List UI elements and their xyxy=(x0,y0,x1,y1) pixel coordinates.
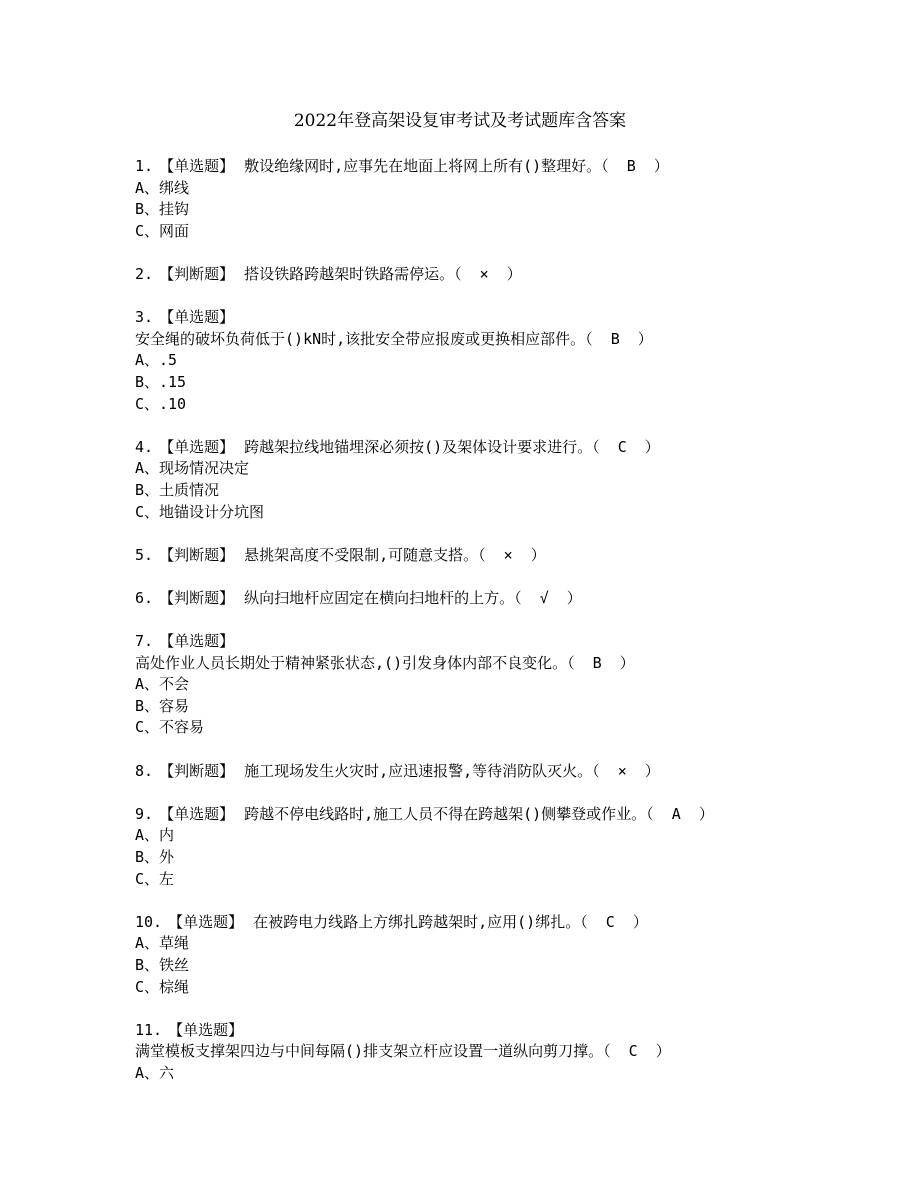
option-text: 绑线 xyxy=(159,178,190,197)
answer-option xyxy=(135,674,875,696)
question-block xyxy=(135,307,875,415)
option-text: 棕绳 xyxy=(159,977,190,996)
option-label: A、 xyxy=(135,459,160,478)
question-text: 敷设绝缘网时,应事先在地面上将网上所有()整理好。（ B ） xyxy=(244,157,669,175)
question-text: 高处作业人员长期处于精神紧张状态,()引发身体内部不良变化。（ B ） xyxy=(135,653,635,672)
answer-option xyxy=(135,394,875,416)
question-text: 安全绳的破坏负荷低于()kN时,该批安全带应报废或更换相应部件。（ B ） xyxy=(135,329,653,348)
question-text-line xyxy=(135,653,875,675)
option-text: 网面 xyxy=(159,221,190,240)
question-block xyxy=(135,631,875,739)
answer-option xyxy=(135,825,875,847)
option-label: B、 xyxy=(135,955,160,974)
answer-option xyxy=(135,178,875,200)
question-header xyxy=(135,264,875,286)
question-text: 搭设铁路跨越架时铁路需停运。（ × ） xyxy=(244,264,522,283)
option-text: 外 xyxy=(159,848,175,866)
question-number: 4. xyxy=(135,437,154,456)
question-text-line xyxy=(135,1041,875,1063)
question-header xyxy=(135,804,875,826)
option-text: 容易 xyxy=(159,696,190,715)
question-type: 【判断题】 xyxy=(159,761,235,780)
question-text: 在被跨电力线路上方绑扎跨越架时,应用()绑扎。（ C ） xyxy=(253,912,648,931)
question-block xyxy=(135,761,875,783)
question-type: 【单选题】 xyxy=(168,1020,244,1039)
question-header xyxy=(135,1020,875,1042)
option-text: 六 xyxy=(159,1063,175,1082)
question-number: 7. xyxy=(135,632,154,651)
option-label: A、 xyxy=(135,934,160,953)
question-type: 【单选题】 xyxy=(168,912,244,931)
answer-option xyxy=(135,717,875,739)
option-label: C、 xyxy=(135,394,160,413)
answer-option xyxy=(135,458,875,480)
option-text: 不会 xyxy=(159,675,190,694)
question-header xyxy=(135,761,875,783)
answer-option xyxy=(135,696,875,718)
question-text: 纵向扫地杆应固定在横向扫地杆的上方。（ √ ） xyxy=(244,588,582,607)
question-type: 【判断题】 xyxy=(159,264,235,283)
question-header xyxy=(135,307,875,329)
question-block xyxy=(135,804,875,890)
question-block xyxy=(135,545,875,567)
option-label: B、 xyxy=(135,200,160,219)
question-header xyxy=(135,631,875,653)
question-number: 2. xyxy=(135,264,154,283)
question-block xyxy=(135,156,875,242)
option-text: .5 xyxy=(159,351,178,370)
option-label: B、 xyxy=(135,480,160,499)
question-type: 【判断题】 xyxy=(159,588,235,607)
option-label: C、 xyxy=(135,869,160,888)
question-type: 【判断题】 xyxy=(159,545,235,564)
question-text-line xyxy=(135,329,875,351)
answer-option xyxy=(135,221,875,243)
option-label: C、 xyxy=(135,977,160,996)
answer-option xyxy=(135,372,875,394)
option-label: C、 xyxy=(135,221,160,240)
option-label: B、 xyxy=(135,372,160,391)
question-text: 满堂模板支撑架四边与中间每隔()排支架立杆应设置一道纵向剪刀撑。（ C ） xyxy=(135,1042,671,1061)
option-text: 土质情况 xyxy=(159,480,220,499)
question-list xyxy=(135,156,875,1106)
question-type: 【单选题】 xyxy=(159,308,235,327)
answer-option xyxy=(135,480,875,502)
question-text: 跨越不停电线路时,施工人员不得在跨越架()侧攀登或作业。（ A ） xyxy=(244,804,714,823)
question-block xyxy=(135,1020,875,1085)
question-header xyxy=(135,545,875,567)
option-label: A、 xyxy=(135,1063,160,1082)
answer-option xyxy=(135,502,875,524)
question-number: 1. xyxy=(135,157,154,175)
option-label: B、 xyxy=(135,696,160,715)
question-type: 【单选题】 xyxy=(159,437,235,456)
question-number: 5. xyxy=(135,545,154,564)
question-text: 悬挑架高度不受限制,可随意支搭。（ × ） xyxy=(244,545,546,564)
question-number: 3. xyxy=(135,308,154,327)
option-label: A、 xyxy=(135,826,160,845)
option-label: A、 xyxy=(135,675,160,694)
question-block xyxy=(135,588,875,610)
question-number: 9. xyxy=(135,804,154,823)
question-type: 【单选题】 xyxy=(159,157,235,175)
option-text: 现场情况决定 xyxy=(159,459,250,478)
answer-option xyxy=(135,869,875,891)
option-text: 不容易 xyxy=(159,718,205,737)
question-number: 8. xyxy=(135,761,154,780)
option-text: .10 xyxy=(159,394,187,413)
option-label: A、 xyxy=(135,351,160,370)
question-header xyxy=(135,437,875,459)
answer-option xyxy=(135,955,875,977)
answer-option xyxy=(135,1063,875,1085)
question-header xyxy=(135,156,875,178)
document-title: 2022年登高架设复审考试及考试题库含答案 xyxy=(293,111,627,131)
option-text: 内 xyxy=(159,826,175,845)
option-label: C、 xyxy=(135,502,160,521)
answer-option xyxy=(135,350,875,372)
question-block xyxy=(135,264,875,286)
option-label: C、 xyxy=(135,718,160,737)
question-number: 10. xyxy=(135,912,163,931)
question-header xyxy=(135,588,875,610)
option-text: .15 xyxy=(159,372,187,391)
question-type: 【单选题】 xyxy=(159,804,235,823)
option-text: 挂钩 xyxy=(159,200,190,219)
question-text: 跨越架拉线地锚埋深必须按()及架体设计要求进行。（ C ） xyxy=(244,437,660,456)
answer-option xyxy=(135,977,875,999)
question-header xyxy=(135,912,875,934)
question-block xyxy=(135,912,875,998)
answer-option xyxy=(135,847,875,869)
option-text: 铁丝 xyxy=(159,955,190,974)
question-text: 施工现场发生火灾时,应迅速报警,等待消防队灭火。（ × ） xyxy=(244,761,660,780)
answer-option xyxy=(135,933,875,955)
question-number: 11. xyxy=(135,1020,163,1039)
option-text: 地锚设计分坑图 xyxy=(159,502,265,521)
question-number: 6. xyxy=(135,588,154,607)
option-label: A、 xyxy=(135,178,160,197)
answer-option xyxy=(135,199,875,221)
option-text: 草绳 xyxy=(159,934,190,953)
question-type: 【单选题】 xyxy=(159,632,235,651)
question-block xyxy=(135,437,875,523)
option-text: 左 xyxy=(159,869,175,888)
option-label: B、 xyxy=(135,848,160,866)
